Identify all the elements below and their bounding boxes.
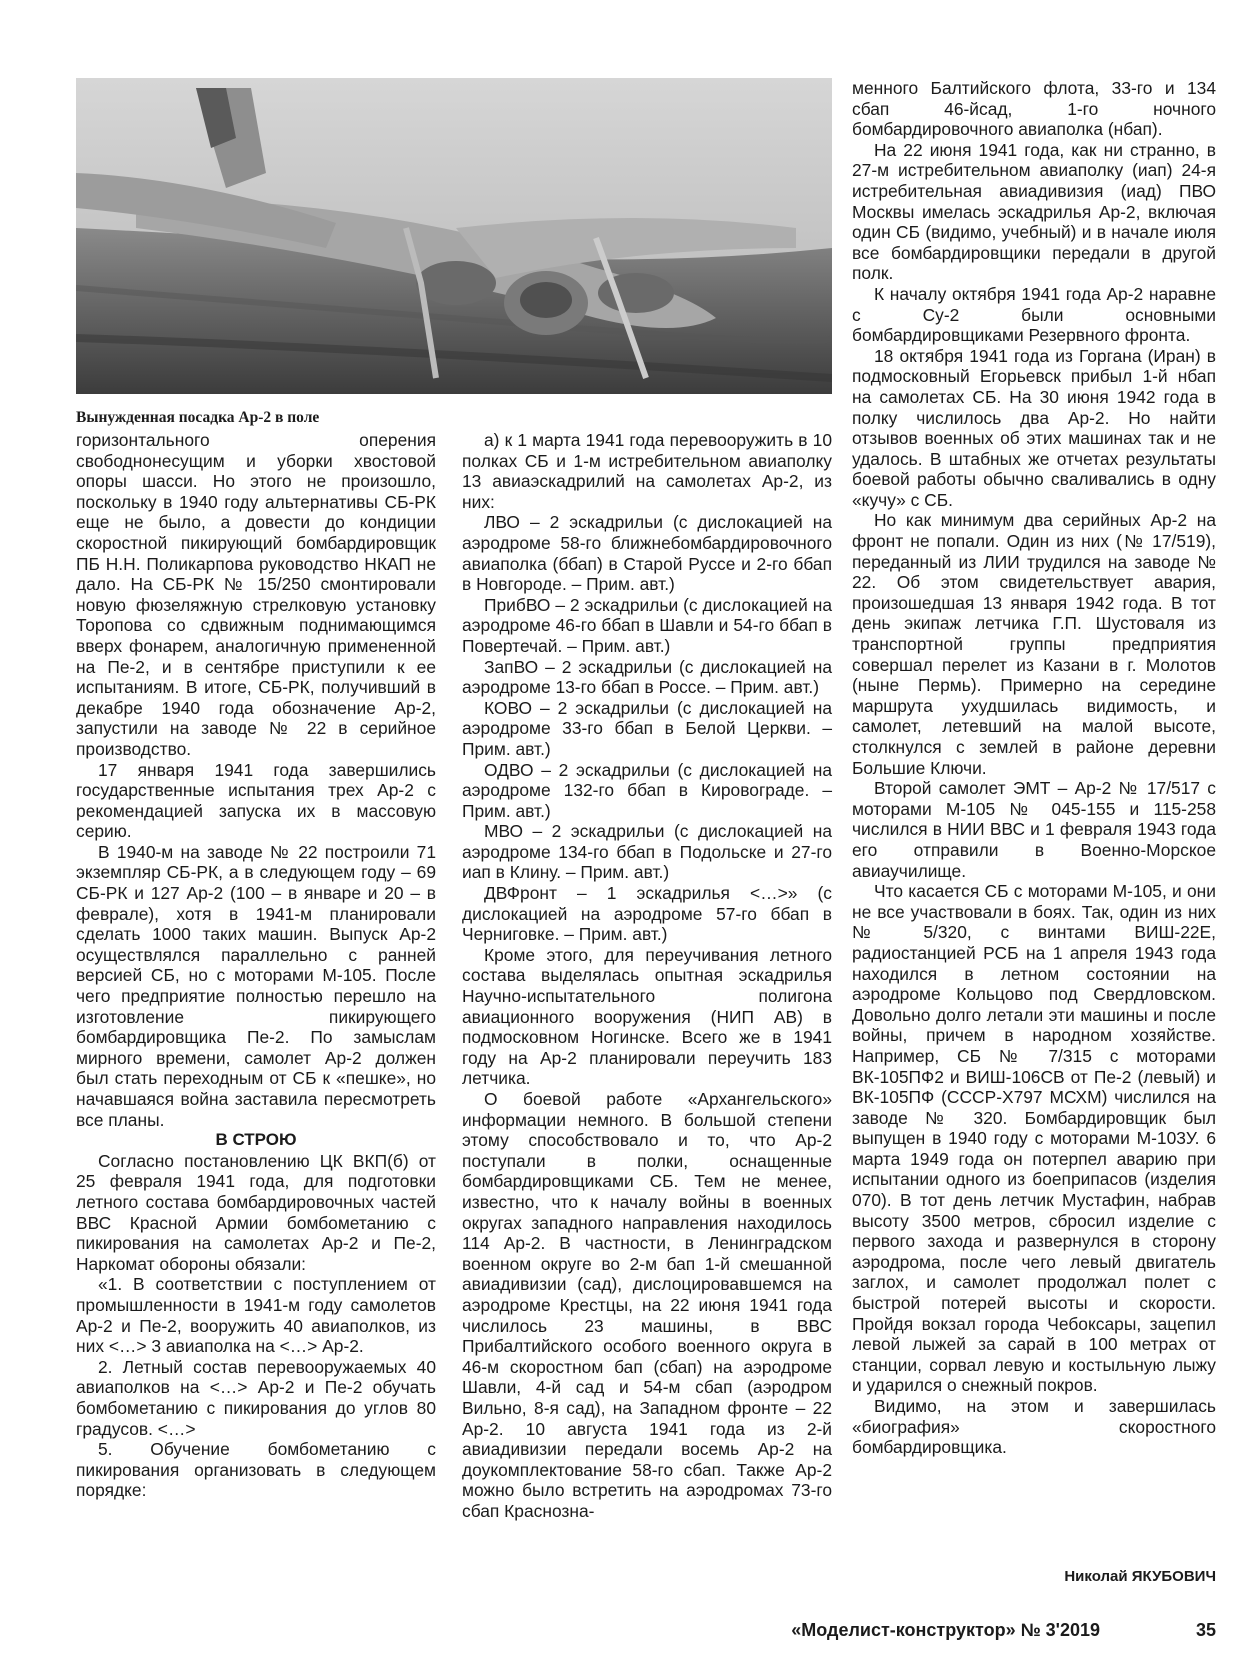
column-1 [76, 430, 436, 1501]
paragraph: В 1940-м на заводе № 22 построили 71 экземпляр СБ-РК, а в следующем году – 69 СБ-РК и 127 Ар-2 (100 – в январе и 20 – в феврале), хотя в 1941-м планировали сделать 1000 таких машин. Выпуск Ар-2 осуществлялся параллельно с ранней версией СБ, но с моторами М-105. После чего предприятие полностью перешло на изготовление пикирующего бомбардировщика Пе-2. По замыслам мирного времени, самолет Ар-2 должен был стать переходным от СБ к «пешке», но начавшаяся война заставила пересмотреть все планы. [76, 841, 436, 1130]
paragraph: ЛВО – 2 эскадрильи (с дислокацией на аэродроме 58-го ближнебомбардировочного авиаполка (ббап) в Старой Руссе и 2-го ббап в Новгороде. – Прим. авт.) [462, 512, 832, 595]
page-number: 35 [1195, 1620, 1216, 1640]
section-heading: В СТРОЮ [215, 1130, 297, 1150]
paragraph: 18 октября 1941 года из Горгана (Иран) в подмосковный Егорьевск прибыл 1-й нбап на самолетах СБ. На 30 июня 1942 года в полку числилось два Ар-2. Но найти отзывов военных об этих машинах так и не удалось. В штабных же отчетах результаты боевой работы обычно сваливались в одну «кучу» с СБ. [852, 345, 1216, 510]
paragraph: Но как минимум два серийных Ар-2 на фронт не попали. Один из них (№ 17/519), переданный из ЛИИ трудился на заводе № 22. Об этом свидетельствует авария, произошедшая 13 января 1942 года. В тот день экипаж летчика Г.П. Шустоваля из транспортной группы предприятия совершал перелет из Казани в г. Молотов (ныне Пермь). Примерно на середине маршрута ухудшилась видимость, и самолет, летевший на малой высоте, столкнулся с землей в районе деревни Большие Ключи. [852, 510, 1216, 778]
paragraph: Второй самолет ЭМТ – Ар-2 № 17/517 с моторами М-105 № 045-155 и 115-258 числился в НИИ ВВС и 1 февраля 1943 года его отправили в Военно-Морское авиаучилище. [852, 778, 1216, 881]
column-3 [852, 78, 1216, 1458]
paragraph: ЗапВО – 2 эскадрильи (с дислокацией на аэродроме 13-го ббап в Россе. – Прим. авт.) [462, 656, 832, 698]
paragraph: «1. В соответствии с поступлением от промышленности в 1941-м году самолетов Ар-2 и Пе-2, вооружить 40 авиаполков, из них <…> 3 авиаполка на <…> Ар-2. [76, 1274, 436, 1357]
paragraph: менного Балтийского флота, 33-го и 134 сбап 46-йсад, 1-го ночного бомбардировочного авиаполка (нбап). [852, 78, 1216, 140]
paragraph: Кроме этого, для переучивания летного состава выделялась опытная эскадрилья Научно-испытательного полигона авиационного вооружения (НИП АВ) в подмосковном Ногинске. Всего же в 1941 году на Ар-2 планировали переучить 183 летчика. [462, 944, 832, 1089]
paragraph: Согласно постановлению ЦК ВКП(б) от 25 февраля 1941 года, для подготовки летного состава бомбардировочных частей ВВС Красной Армии бомбометанию с пикирования на самолетах Ар-2 и Пе-2, Наркомат обороны обязали: [76, 1150, 436, 1274]
figure-caption: Вынужденная посадка Ар-2 в поле [76, 409, 320, 426]
paragraph: МВО – 2 эскадрильи (с дислокацией на аэродроме 134-го ббап в Подольске и 27-го иап в Клину. – Прим. авт.) [462, 821, 832, 883]
paragraph: ОДВО – 2 эскадрильи (с дислокацией на аэродроме 132-го ббап в Кировограде. – Прим. авт.) [462, 759, 832, 821]
paragraph: К началу октября 1941 года Ар-2 наравне с Су-2 были основными бомбардировщиками Резервного фронта. [852, 283, 1216, 346]
aircraft-photo [76, 78, 832, 394]
magazine-issue: «Моделист-конструктор» № 3'2019 [791, 1620, 1100, 1640]
paragraph: ПрибВО – 2 эскадрильи (с дислокацией на аэродроме 46-го ббап в Шавли и 54-го ббап в Повертечай. – Прим. авт.) [462, 594, 832, 656]
paragraph: 2. Летный состав перевооружаемых 40 авиаполков на <…> Ар-2 и Пе-2 обучать бомбометанию с пикирования до углов 80 градусов. <…> [76, 1356, 436, 1439]
photo-crashed-aircraft-icon [76, 78, 832, 394]
author-byline: Николай ЯКУБОВИЧ [1064, 1568, 1216, 1585]
paragraph: ДВФронт – 1 эскадрилья <…>» (с дислокацией на аэродроме 57-го ббап в Черниговке. – Прим. авт.) [462, 883, 832, 945]
paragraph: а) к 1 марта 1941 года перевооружить в 10 полках СБ и 1-м истребительном авиаполку 13 авиаэскадрилий на самолетах Ар-2, из них: [462, 430, 832, 512]
paragraph: Что касается СБ с моторами М-105, и они не все участвовали в боях. Так, один из них № 5/320, с винтами ВИШ-22Е, радиостанцией РСБ на 1 апреля 1943 года находился в летном состоянии на аэродроме Кольцово под Свердловском. Довольно долго летали эти машины и после войны, причем в народном хозяйстве. Например, СБ № 7/315 с моторами ВК-105ПФ2 и ВИШ-106СВ от Пе-2 (левый) и ВК-105ПФ (СССР-Х797 МСХМ) числился на заводе № 320. Бомбардировщик был выпущен в 1940 году с моторами М-103У. 6 марта 1949 года он потерпел аварию при испытании одного из боеприпасов (изделия 070). В тот день летчик Мустафин, набрав высоту 3500 метров, сбросил изделие с первого захода и развернулся в сторону аэродрома, после чего левый двигатель заглох, и самолет продолжал полет с быстрой потерей высоты и скорости. Пройдя вокзал города Чебоксары, зацепил левой лыжей за сарай в 100 метрах от станции, сорвал левую и костыльную лыжу и ударился о снежный покров. [852, 881, 1216, 1396]
paragraph: Видимо, на этом и завершилась «биография» скоростного бомбардировщика. [852, 1396, 1216, 1458]
paragraph: О боевой работе «Архангельского» информации немного. В большой степени этому способствовало и то, что Ар-2 поступали в полки, оснащенные бомбардировщиками СБ. Тем не менее, известно, что к началу войны в военных округах западного направления находилось 114 Ар-2. В частности, в Ленинградском военном округе во 2-м бап 1-й смешанной авиадивизии (сад), дислоцировавшемся на аэродроме Крестцы, на 22 июня 1941 года числилось 23 машины, в ВВС Прибалтийского особого военного округа в 46-м скоростном бап (сбап) на аэродроме Шавли, 4-й сад и 54-м сбап (аэродром Вильно, 8-я сад), на Западном фронте – 22 Ар-2. 10 августа 1941 года из 2-й авиадивизии передали восемь Ар-2 на доукомплектование 58-го сбап. Также Ар-2 можно было встретить на аэродромах 73-го сбап Краснозна- [462, 1089, 832, 1521]
paragraph: горизонтального оперения свободнонесущим и уборки хвостовой опоры шасси. Но этого не произошло, поскольку в 1940 году альтернативы СБ-РК еще не было, а довести до кондиции скоростной пикирующий бомбардировщик ПБ Н.Н. Поликарпова руководство НКАП не дало. На СБ-РК № 15/250 смонтировали новую фюзеляжную стрелковую установку Торопова со сдвижным поднимающимся вверх фонарем, аналогичную примененной на Пе-2, и в сентябре приступили к ее испытаниям. В итоге, СБ-РК, получивший в декабре 1940 года обозначение Ар-2, запустили на заводе № 22 в серийное производство. [76, 430, 436, 759]
paragraph: 5. Обучение бомбометанию с пикирования организовать в следующем порядке: [76, 1439, 436, 1501]
paragraph: КОВО – 2 эскадрильи (с дислокацией на аэродроме 33-го ббап в Белой Церкви. – Прим. авт.) [462, 697, 832, 759]
column-2 [460, 430, 832, 1521]
paragraph: 17 января 1941 года завершились государственные испытания трех Ар-2 с рекомендацией запуска их в массовую серию. [76, 759, 436, 842]
paragraph: На 22 июня 1941 года, как ни странно, в 27-м истребительном авиаполку (иап) 24-я истребительная авиадивизия (иад) ПВО Москвы имелась эскадрилья Ар-2, включая один СБ (видимо, учебный) и в начале июля все бомбардировщики передали в другой полк. [852, 139, 1216, 284]
